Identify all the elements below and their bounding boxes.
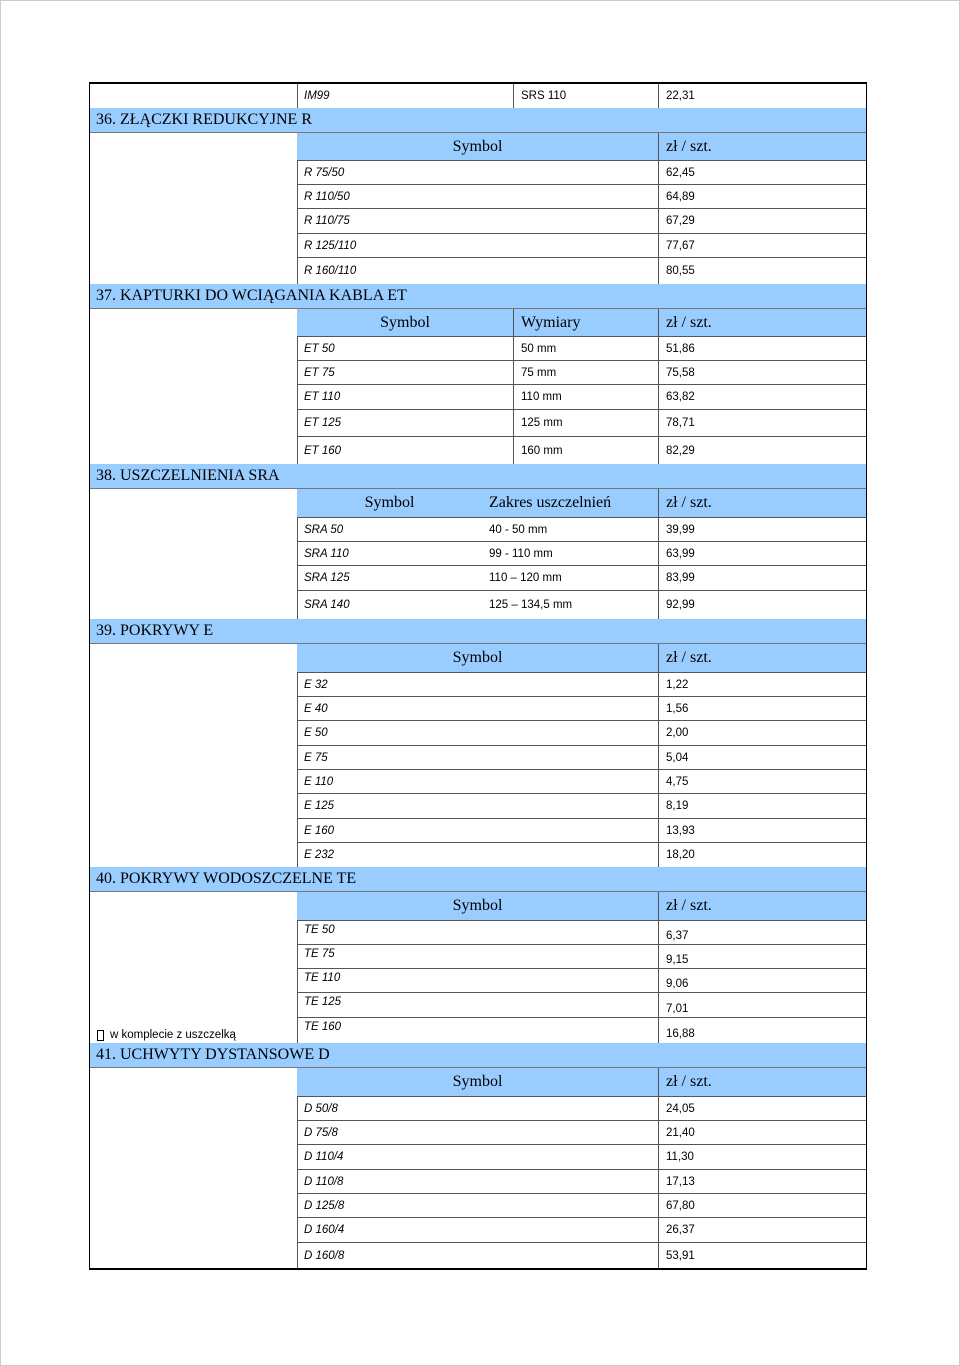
price-cell: 2,00 — [658, 721, 866, 745]
symbol-cell: E 50 — [304, 727, 328, 739]
section-41-table — [90, 1068, 866, 1268]
table-header — [297, 1068, 866, 1096]
table-row — [297, 517, 866, 541]
price-cell: 17,13 — [658, 1170, 866, 1193]
table-row — [297, 84, 866, 108]
table-row — [297, 590, 866, 619]
header-symbol: Symbol — [452, 137, 503, 155]
table-header — [297, 644, 866, 672]
price-cell: 92,99 — [658, 591, 866, 619]
header-symbol: Symbol — [452, 649, 503, 666]
price-cell: 16,88 — [658, 1018, 866, 1043]
table-row — [297, 1096, 866, 1120]
price-cell: 77,67 — [658, 234, 866, 257]
price-cell: 64,89 — [658, 185, 866, 208]
symbol-cell: E 40 — [304, 702, 328, 715]
symbol-cell: R 110/75 — [304, 215, 350, 227]
table-row — [297, 992, 866, 1017]
header-price: zł / szt. — [658, 892, 866, 920]
table-row — [297, 1242, 866, 1268]
table-row — [297, 233, 866, 257]
symbol-cell: R 125/110 — [304, 239, 357, 252]
symbol-cell: D 125/8 — [304, 1199, 345, 1212]
symbol-cell: SRA 110 — [304, 547, 349, 560]
section-40-table — [90, 892, 866, 1043]
continuation-row — [90, 84, 866, 108]
symbol-cell: TE 125 — [304, 996, 342, 1008]
section-title: 41. UCHWYTY DYSTANSOWE D — [90, 1043, 866, 1068]
price-cell: 24,05 — [658, 1097, 866, 1120]
price-cell: 4,75 — [658, 770, 866, 793]
range-cell: 99 - 110 mm — [489, 547, 553, 560]
price-cell: 51,86 — [658, 337, 866, 360]
price-cell: 1,22 — [658, 673, 866, 696]
symbol-cell: D 110/8 — [304, 1175, 344, 1188]
price-cell: 5,04 — [658, 746, 866, 769]
dimension-cell: 50 mm — [513, 337, 658, 360]
symbol-cell: IM99 — [304, 90, 330, 102]
price-cell: 78,71 — [658, 410, 866, 436]
range-cell: 125 – 134,5 mm — [489, 599, 573, 611]
header-symbol: Symbol — [364, 494, 415, 511]
price-cell: 9,06 — [658, 969, 866, 992]
price-cell: 39,99 — [658, 518, 866, 541]
price-cell: 62,45 — [658, 161, 866, 184]
price-cell: 63,82 — [658, 385, 866, 409]
table-row — [297, 696, 866, 720]
price-cell: 9,15 — [658, 945, 866, 968]
section-38-table — [90, 489, 866, 619]
table-row — [297, 672, 866, 696]
table-row — [297, 1017, 866, 1043]
header-symbol: Symbol — [452, 1073, 503, 1090]
table-row — [297, 920, 866, 944]
table-header — [297, 309, 866, 336]
symbol-cell: SRA 125 — [304, 572, 350, 584]
price-cell: 7,01 — [658, 993, 866, 1017]
note — [97, 1029, 236, 1041]
symbol-cell: E 160 — [304, 824, 335, 837]
price-cell: 26,37 — [658, 1218, 866, 1242]
symbol-cell: R 110/50 — [304, 190, 350, 203]
header-dimensions: Wymiary — [513, 309, 658, 336]
symbol-cell: E 125 — [304, 800, 335, 812]
price-cell: 18,20 — [658, 843, 866, 867]
table-row — [297, 541, 866, 565]
dimension-cell: 125 mm — [513, 410, 658, 436]
section-39-table — [90, 644, 866, 867]
range-cell: 110 – 120 mm — [489, 572, 562, 584]
table-row — [297, 184, 866, 208]
symbol-cell: SRA 50 — [304, 523, 344, 536]
symbol-cell: D 160/8 — [304, 1249, 345, 1262]
section-title: 36. ZŁĄCZKI REDUKCYJNE R — [90, 108, 866, 133]
symbol-cell: TE 160 — [304, 1021, 342, 1033]
symbol-cell: TE 110 — [304, 972, 341, 984]
range-cell: 40 - 50 mm — [489, 523, 548, 536]
table-row — [297, 769, 866, 793]
symbol-cell: D 110/4 — [304, 1151, 344, 1163]
table-header — [297, 133, 866, 160]
price-cell: 53,91 — [658, 1243, 866, 1268]
table-row — [297, 793, 866, 818]
symbol-cell: ET 75 — [304, 366, 335, 379]
table-row — [297, 360, 866, 384]
price-cell: 83,99 — [658, 566, 866, 590]
table-row — [297, 818, 866, 842]
price-cell: 67,29 — [658, 209, 866, 233]
dimension-cell: 160 mm — [513, 437, 658, 464]
price-list-document — [89, 82, 867, 1270]
symbol-cell: ET 125 — [304, 417, 342, 429]
symbol-cell: E 32 — [304, 678, 328, 691]
symbol-cell: D 160/4 — [304, 1224, 345, 1236]
table-row — [297, 257, 866, 284]
table-row — [297, 1120, 866, 1144]
table-row — [297, 1144, 866, 1169]
table-row — [297, 944, 866, 968]
table-row — [297, 1217, 866, 1242]
price-cell: 8,19 — [658, 794, 866, 818]
table-header — [297, 892, 866, 920]
symbol-cell: ET 110 — [304, 391, 341, 403]
header-price: zł / szt. — [658, 133, 866, 160]
symbol-cell: E 75 — [304, 751, 328, 764]
section-title: 39. POKRYWY E — [90, 619, 866, 644]
header-seal-range: Zakres uszczelnień — [489, 494, 612, 511]
symbol-cell: R 75/50 — [304, 166, 345, 179]
symbol-cell: TE 75 — [304, 948, 335, 960]
table-row — [297, 384, 866, 409]
header-symbol: Symbol — [452, 897, 503, 914]
symbol-cell: D 50/8 — [304, 1102, 338, 1115]
price-cell: 80,55 — [658, 258, 866, 284]
header-price: zł / szt. — [658, 489, 866, 517]
price-cell: 82,29 — [658, 437, 866, 464]
header-price: zł / szt. — [658, 309, 866, 336]
header-symbol: Symbol — [380, 313, 430, 331]
price-cell: 21,40 — [658, 1121, 866, 1144]
dimension-cell: 75 mm — [513, 361, 658, 384]
table-row — [297, 565, 866, 590]
price-cell: 1,56 — [658, 697, 866, 720]
symbol-cell: E 110 — [304, 775, 334, 788]
table-row — [297, 436, 866, 464]
price-cell: 11,30 — [658, 1145, 866, 1169]
table-row — [297, 208, 866, 233]
table-row — [297, 745, 866, 769]
price-cell: 22,31 — [658, 84, 866, 108]
table-row — [297, 842, 866, 867]
checkbox-icon — [97, 1030, 104, 1041]
header-price: zł / szt. — [658, 644, 866, 672]
section-37-table — [90, 309, 866, 464]
section-title: 40. POKRYWY WODOSZCZELNE TE — [90, 867, 866, 892]
table-row — [297, 968, 866, 992]
section-36-table — [90, 133, 866, 284]
table-row — [297, 1169, 866, 1193]
price-cell: 63,99 — [658, 542, 866, 565]
price-cell: 67,80 — [658, 1194, 866, 1217]
symbol-cell: D 75/8 — [304, 1126, 338, 1139]
section-title: 37. KAPTURKI DO WCIĄGANIA KABLA ET — [90, 284, 866, 309]
ref-cell: SRS 110 — [513, 84, 658, 108]
symbol-cell: TE 50 — [304, 924, 335, 936]
symbol-cell: SRA 140 — [304, 599, 350, 611]
header-price: zł / szt. — [658, 1068, 866, 1096]
dimension-cell: 110 mm — [513, 385, 658, 409]
price-cell: 6,37 — [658, 921, 866, 944]
section-title: 38. USZCZELNIENIA SRA — [90, 464, 866, 489]
symbol-cell: ET 160 — [304, 444, 342, 457]
table-row — [297, 336, 866, 360]
table-row — [297, 720, 866, 745]
table-header — [297, 489, 866, 517]
table-row — [297, 409, 866, 436]
symbol-cell: E 232 — [304, 849, 335, 861]
price-cell: 13,93 — [658, 819, 866, 842]
symbol-cell: R 160/110 — [304, 265, 357, 277]
note-text: w komplecie z uszczelką — [110, 1029, 236, 1041]
table-row — [297, 1193, 866, 1217]
price-cell: 75,58 — [658, 361, 866, 384]
symbol-cell: ET 50 — [304, 342, 335, 355]
table-row — [297, 160, 866, 184]
